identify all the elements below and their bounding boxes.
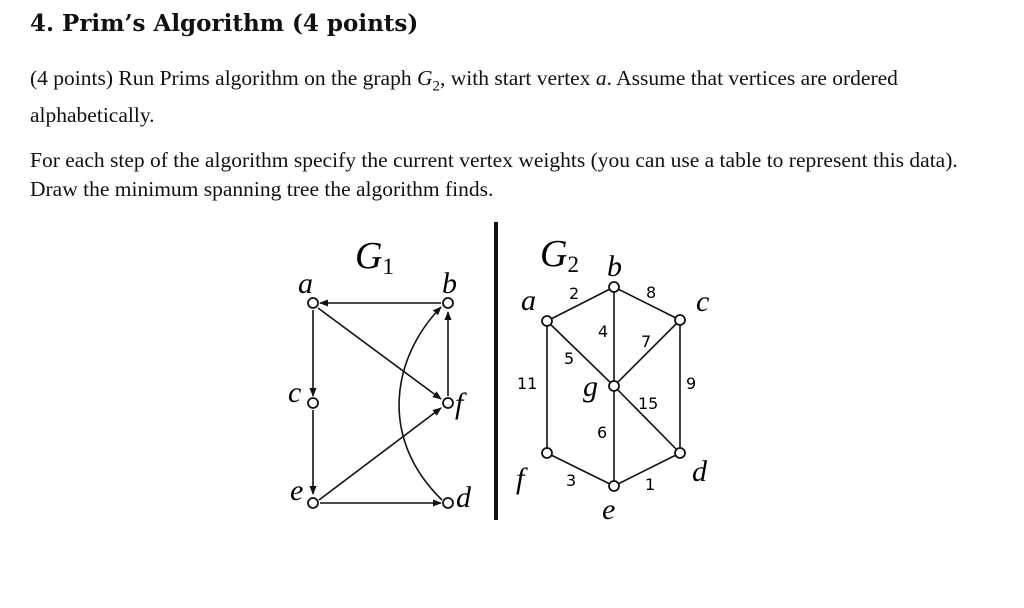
g2-weight-b-c: 8 [646,283,657,302]
g2-weight-c-g: 7 [641,332,652,351]
graph-symbol: G [416,66,433,90]
g2-vertex-g [609,381,619,391]
g2-weight-a-f: 11 [517,374,538,393]
instructions-text-1: (4 points) Run Prims algorithm on the graph [30,66,417,90]
g1-vertex-d [443,498,453,508]
g1-title: G1 [355,235,394,279]
g2-label-g: g [583,370,598,403]
g1-label-e: e [290,474,304,507]
instructions-text-3: . Assume that vertices are ordered alphabetically. [30,66,898,128]
g1-edge-d-b [399,307,442,500]
g2-vertex-f [542,448,552,458]
g2-label-e: e [602,493,616,526]
g2-weight-a-b: 2 [569,284,580,303]
g2-weight-c-d: 9 [686,374,697,393]
graph-subscript: 2 [432,78,440,95]
g1-vertices [308,298,453,508]
problem-heading: 4. Prim’s Algorithm (4 points) [30,10,419,37]
g2-vertex-c [675,315,685,325]
g1-label-c: c [288,376,302,409]
graph-g1 [313,303,448,503]
g2-weight-b-g: 4 [598,322,609,341]
g2-label-f: f [516,462,525,495]
g2-weight-e-d: 1 [645,475,656,494]
g2-vertex-a [542,316,552,326]
g2-edge-f-e [547,453,614,486]
g1-vertex-f [443,398,453,408]
g2-label-a: a [521,284,536,317]
g2-vertex-b [609,282,619,292]
g2-edge-c-g [614,320,680,386]
g1-edge-e-f [319,408,441,500]
g2-weight-g-e: 6 [597,423,608,442]
g2-vertex-d [675,448,685,458]
g1-vertex-e [308,498,318,508]
instructions-text-2: , with start vertex [440,66,596,90]
g1-label-b: b [442,267,457,300]
g1-edge-a-f [318,308,441,399]
g2-label-c: c [696,285,710,318]
g1-label-d: d [456,481,471,514]
g1-label-a: a [298,267,313,300]
g1-vertex-c [308,398,318,408]
g2-weight-f-e: 3 [566,471,577,490]
g2-edge-a-b [547,287,614,321]
g2-vertex-e [609,481,619,491]
g2-label-b: b [607,250,622,283]
g2-title: G2 [540,233,579,277]
start-vertex-symbol: a [595,66,607,90]
task-paragraph: For each step of the algorithm specify the current vertex weights (you can use a table to represent this data). Draw the minimum spanning tree the algorithm finds. [30,148,958,201]
g2-label-d: d [692,455,707,488]
g2-weight-a-g: 5 [564,349,575,368]
g1-label-f: f [455,387,464,420]
g2-weight-g-d: 15 [638,394,659,413]
